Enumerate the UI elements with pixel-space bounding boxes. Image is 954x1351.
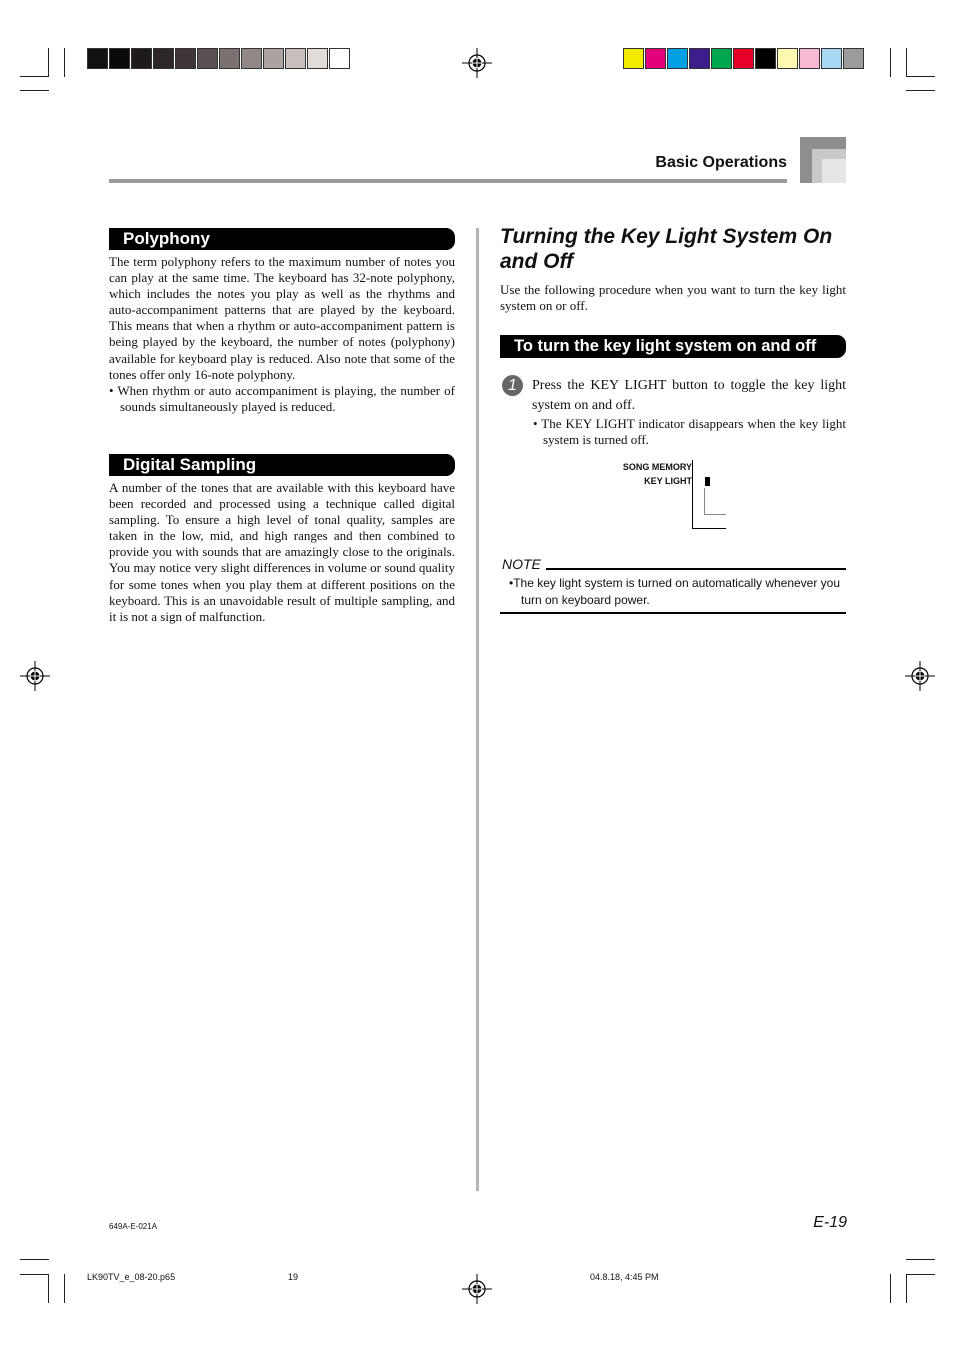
color-swatch: [197, 48, 218, 69]
crop-mark: [906, 48, 907, 77]
crop-mark: [20, 1259, 49, 1260]
color-swatch: [131, 48, 152, 69]
color-swatch: [623, 48, 644, 69]
step-number-badge: [502, 375, 523, 396]
polyphony-body: [109, 254, 455, 415]
digital-sampling-heading-text: Digital Sampling: [123, 455, 257, 474]
crop-mark: [64, 1274, 65, 1303]
crop-mark: [20, 1274, 49, 1275]
color-swatch: [307, 48, 328, 69]
note-bullet-icon: •: [509, 576, 514, 590]
file-name: LK90TV_e_08-20.p65: [87, 1272, 176, 1282]
intro-text: Use the following procedure when you want to turn the key light system on or off.: [500, 282, 846, 314]
key-light-label: KEY LIGHT: [644, 476, 692, 486]
display-inner-line: [704, 514, 726, 515]
color-swatch: [241, 48, 262, 69]
crop-mark: [64, 48, 65, 77]
display-frame-line: [692, 460, 693, 529]
color-swatch: [667, 48, 688, 69]
color-swatch: [153, 48, 174, 69]
digital-sampling-body: [109, 480, 455, 625]
digital-sampling-heading: [109, 454, 455, 476]
color-swatch: [821, 48, 842, 69]
digital-sampling-paragraph: A number of the tones that are available with this keyboard have been recorded and processed using a technique called digital sampling. To ensure a high level of tonal quality, samples are taken in the low, mid, and high ranges and then combined to provide you with sounds that are amazingly close to the originals. You may notice very slight differences in volume or sound quality for some tones when you play them at different positions on the keyboard. This is an unavoidable result of multiple sampling, and it is not a sign of malfunction.: [109, 480, 455, 624]
procedure-heading-text: To turn the key light system on and off: [514, 337, 817, 355]
crop-mark: [906, 1274, 907, 1303]
polyphony-heading: [109, 228, 455, 250]
note-label: NOTE: [502, 556, 541, 572]
note-text: [509, 575, 844, 609]
registration-mark-icon: [462, 1274, 492, 1304]
crop-mark: [906, 76, 935, 77]
color-swatch: [285, 48, 306, 69]
crop-mark: [906, 1274, 935, 1275]
display-inner-line: [704, 488, 705, 515]
crop-mark: [906, 1259, 935, 1260]
lcd-display-illustration: [600, 458, 730, 533]
color-swatch: [733, 48, 754, 69]
header-tab-icon: [800, 137, 846, 183]
timestamp: 04.8.18, 4:45 PM: [590, 1272, 659, 1282]
doc-code: 649A-E-021A: [109, 1222, 158, 1231]
column-divider: [476, 228, 479, 1191]
registration-mark-icon: [462, 48, 492, 78]
color-swatch: [711, 48, 732, 69]
crop-mark: [48, 48, 49, 77]
color-swatch: [109, 48, 130, 69]
color-swatch: [689, 48, 710, 69]
color-swatch: [219, 48, 240, 69]
color-swatch: [799, 48, 820, 69]
polyphony-paragraph: The term polyphony refers to the maximum number of notes you can play at the same time. The keyboard has 32-note polyphony, which includes the notes you play as well as the rhythms and auto-accompaniment patterns that are played by the keyboard. This means that when a rhythm or auto-accompaniment pattern is being played by the keyboard, the number of notes (polyphony) available for keyboard play is reduced. Also note that some of the tones offer only 16-note polyphony.: [109, 254, 455, 382]
step-number: 1: [508, 377, 517, 394]
crop-mark: [48, 1274, 49, 1303]
step-bullet: • The KEY LIGHT indicator disappears when the key light system is turned off.: [533, 416, 846, 448]
page-title: Turning the Key Light System On and Off: [500, 225, 833, 273]
color-swatch: [329, 48, 350, 69]
polyphony-heading-text: Polyphony: [123, 229, 210, 248]
registration-mark-icon: [20, 661, 50, 691]
crop-mark: [906, 90, 935, 91]
color-swatch: [263, 48, 284, 69]
crop-mark: [20, 90, 49, 91]
header-rule: [109, 179, 787, 183]
color-swatch: [755, 48, 776, 69]
color-swatch: [777, 48, 798, 69]
page-number: E-19: [813, 1214, 847, 1231]
color-swatch: [843, 48, 864, 69]
crop-mark: [20, 76, 49, 77]
polyphony-bullet: • When rhythm or auto accompaniment is playing, the number of sounds simultaneously played is reduced.: [109, 382, 455, 414]
sheet-number: 19: [288, 1272, 299, 1282]
color-swatch: [645, 48, 666, 69]
crop-mark: [890, 48, 891, 77]
note-bottom-rule: [500, 612, 846, 614]
note-top-rule: [546, 568, 846, 570]
key-light-indicator-icon: [705, 477, 710, 486]
section-title: Basic Operations: [655, 154, 787, 171]
crop-mark: [890, 1274, 891, 1303]
display-frame-line: [692, 528, 726, 529]
step-text: Press the KEY LIGHT button to toggle the key light system on and off.: [532, 378, 846, 413]
procedure-heading: [500, 335, 846, 358]
song-memory-label: SONG MEMORY: [622, 462, 692, 472]
note-text-body: The key light system is turned on automatically whenever you turn on keyboard power.: [513, 576, 841, 607]
registration-mark-icon: [905, 661, 935, 691]
color-swatch: [87, 48, 108, 69]
color-swatch: [175, 48, 196, 69]
